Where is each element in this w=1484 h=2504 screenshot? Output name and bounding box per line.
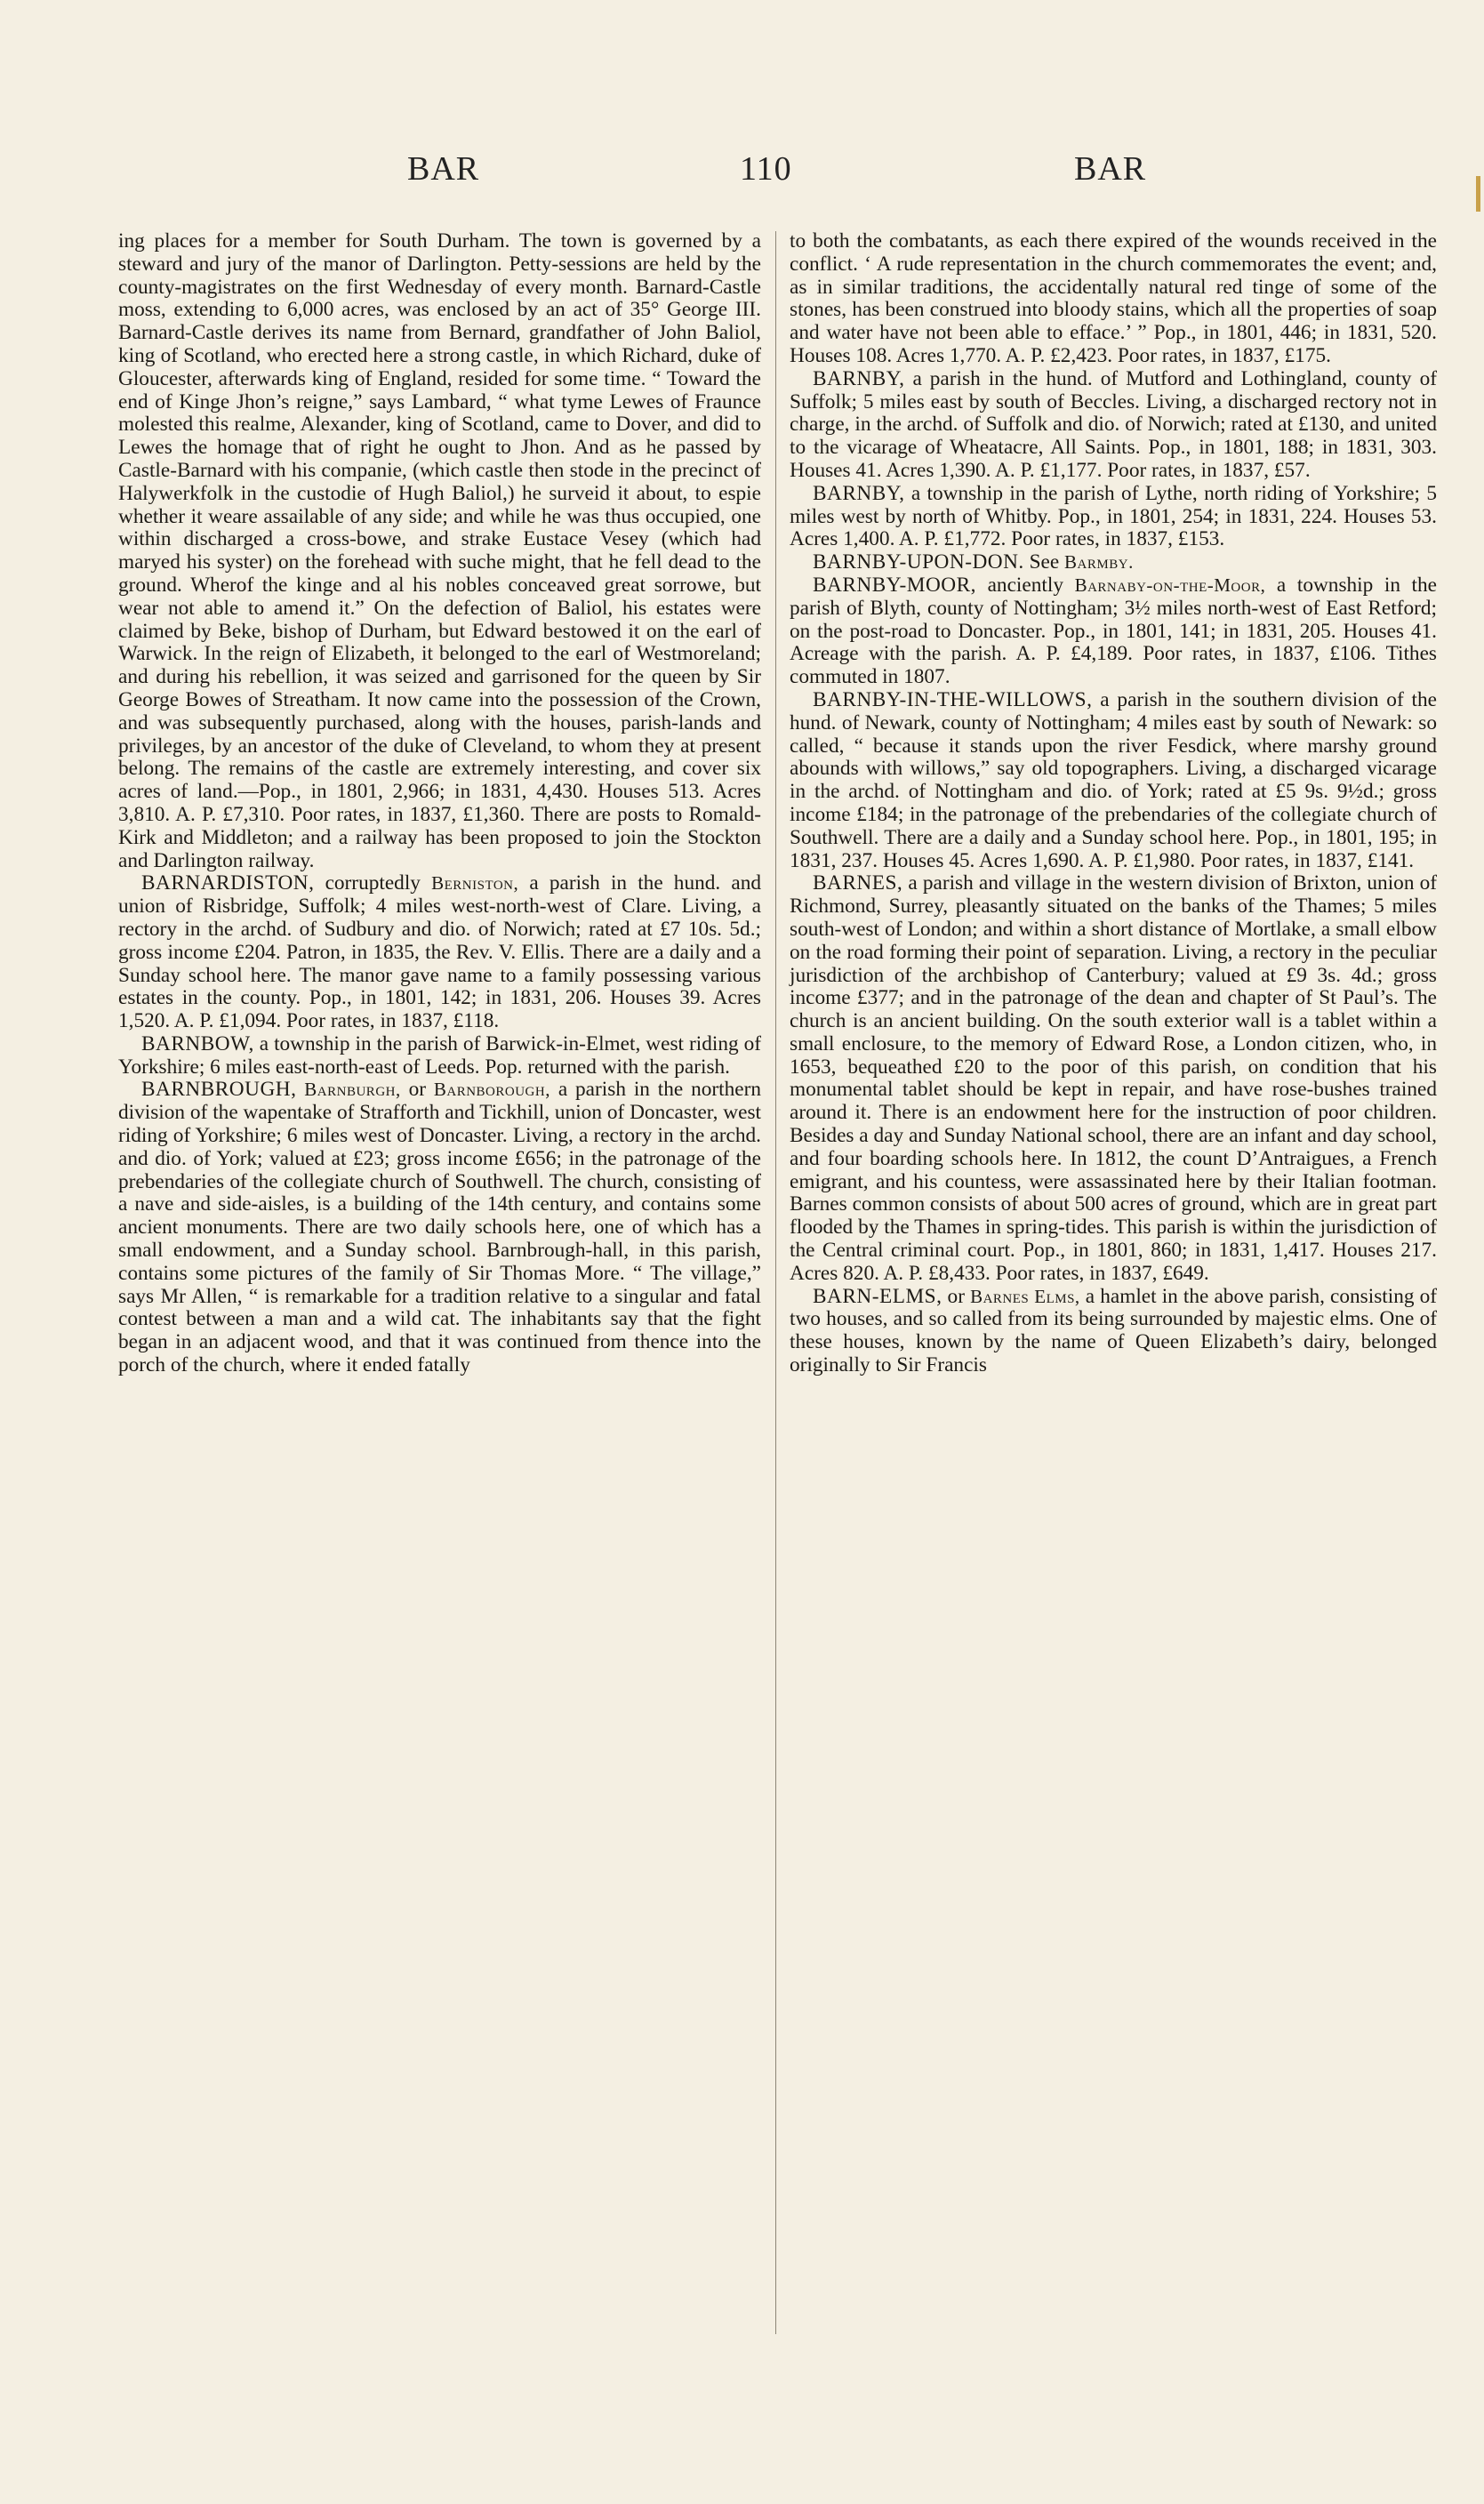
- page-edge-mark: [1476, 176, 1480, 212]
- variant-name: Barnborough,: [433, 1079, 550, 1101]
- entry-text: or: [947, 1284, 965, 1308]
- headword: BARNBY-IN-THE-WILLOWS,: [813, 687, 1093, 711]
- continued-paragraph: ing places for a member for South Durham. The town is governed by a steward and jury of the manor of Darlington. Petty-sessions are held by the county-magistrates on the first Wednesday of every month. Barnard-Castle moss, extending to 6,000 acres, was enclosed by an act of 35° George III. Barnard-Castle derives its name from Bernard, grandfather of John Baliol, king of Scotland, who erected here a strong castle, in which Richard, duke of Gloucester, afterwards king of England, resided for some time. “ Toward the end of Kinge Jhon’s reigne,” says Lambard, “ what tyme Lewes of Fraunce molested this realme, Alexander, king of Scotland, came to Dover, and did to Lewes the homage that of right he ought to Jhon. And as he passed by Castle-Barnard with his companie, (which castle then stode in the precinct of Halywerkfolk in the custodie of Hugh Baliol,) he surveid it about, to espie whether it weare assailable of any side; and while he was thus occupied, one within discharged a cross-bowe, and strake Eustace Vesey (which had maryed his syster) on the forehead with suche might, that he fell dead to the ground. Wherof the kinge and al his nobles conceaved great sorrowe, but wear not able to amend it.” On the defection of Baliol, his estates were claimed by Beke, bishop of Durham, but Edward bestowed it on the earl of Warwick. In the reign of Elizabeth, it belonged to the earl of Westmoreland; and during his rebellion, it was seized and garrisoned for the queen by Sir George Bowes of Streatham. It now came into the possession of the Crown, and was subsequently purchased, along with the houses, parish-lands and privileges, by an ancestor of the duke of Cleveland, to whom they at present belong. The remains of the castle are extremely interesting, and cover six acres of land.—Pop., in 1801, 2,966; in 1831, 4,430. Houses 513. Acres 3,810. A. P. £7,310. Poor rates, in 1837, £1,360. There are posts to Romald-Kirk and Middleton; and a railway has been proposed to join the Stockton and Darlington railway.: [118, 229, 761, 872]
- entry-barnby-yorkshire: [790, 483, 1437, 551]
- variant-name: Barnes Elms,: [970, 1285, 1080, 1307]
- entry-barnby-upon-don: [790, 551, 1437, 574]
- headword: BARNES,: [813, 871, 903, 895]
- entry-text: a parish in the hund. and union of Risbridge, Suffolk; 4 miles west-north-west of Clare. Living, a rectory in the archd. of Sudbury and dio. of Norwich; rated at £7 10s. 5d.; gross income £204. Patron, in 1835, the Rev. V. Ellis. There are a daily and a Sunday school here. The manor gave name to a family possessing various estates in the county. Pop., in 1801, 142; in 1831, 206. Houses 39. Acres 1,520. A. P. £1,094. Poor rates, in 1837, £118.: [118, 871, 761, 1033]
- right-column: [790, 230, 1437, 1377]
- entry-barnby-suffolk: [790, 368, 1437, 483]
- entry-text: a hamlet in the above parish, consisting of two houses, and so called from its being surrounded by majestic elms. One of these houses, known by the name of Queen Elizabeth’s dairy, belonged originally to Sir Francis: [790, 1284, 1437, 1377]
- headword: BARNBROUGH,: [141, 1078, 297, 1102]
- entry-text: See: [1029, 550, 1060, 574]
- entry-barnbow: [118, 1033, 761, 1079]
- running-header: [0, 149, 1484, 203]
- column-divider: [775, 231, 776, 2334]
- entry-text: corruptedly: [325, 871, 421, 895]
- headword: BARNBY-UPON-DON.: [813, 550, 1024, 574]
- headword: BARN-ELMS,: [813, 1284, 943, 1308]
- entry-text: a parish in the hund. of Mutford and Lothingland, county of Suffolk; 5 miles east by south of Beccles. Living, a discharged rectory not in charge, in the archd. of Suffolk and dio. of Norwich; rated at £130, and united to the vicarage of Wheatacre, All Saints. Pop., in 1801, 188; in 1831, 303. Houses 41. Acres 1,390. A. P. £1,177. Poor rates, in 1837, £57.: [790, 366, 1437, 482]
- entry-barnardiston: [118, 872, 761, 1033]
- entry-text: a parish in the northern division of the wapentake of Strafforth and Tickhill, union of Doncaster, west riding of Yorkshire; 6 miles west of Doncaster. Living, a rectory in the archd. and dio. of York; valued at £23; gross income £656; in the patronage of the prebendaries of the collegiate church of Southwell. The church, consisting of a nave and side-aisles, is a building of the 14th century, and contains some ancient monuments. There are two daily schools here, one of which has a small endowment, and a Sunday school. Barnbrough-hall, in this parish, contains some pictures of the family of Sir Thomas More. “ The village,” says Mr Allen, “ is remarkable for a tradition relative to a singular and fatal contest between a man and a wild cat. The inhabitants say that the fight began in an adjacent wood, and that it was continued from thence into the porch of the church, where it ended fatally: [118, 1078, 762, 1377]
- headword: BARNBY,: [813, 481, 905, 505]
- entry-barnbrough: [118, 1079, 761, 1376]
- entry-barnby-moor: [790, 574, 1437, 689]
- headword: BARNARDISTON,: [141, 871, 315, 895]
- entry-text: a township in the parish of Barwick-in-Elmet, west riding of Yorkshire; 6 miles east-north-east of Leeds. Pop. returned with the parish.: [118, 1031, 762, 1079]
- variant-name: Barnaby-on-the-Moor,: [1074, 574, 1266, 596]
- continued-paragraph: to both the combatants, as each there expired of the wounds received in the conflict. ‘ A rude representation in the church commemorates the event; and, as in similar traditions, the accidentally natural red tinge of some of the stones, has been construed into bloody stains, which all the properties of soap and water have not been able to efface.’ ” Pop., in 1801, 446; in 1831, 520. Houses 108. Acres 1,770. A. P. £2,423. Poor rates, in 1837, £175.: [790, 229, 1437, 367]
- variant-name: Berniston,: [431, 872, 519, 895]
- entry-text: a township in the parish of Lythe, north riding of Yorkshire; 5 miles west by north of Whitby. Pop., in 1801, 254; in 1831, 224. Houses 53. Acres 1,400. A. P. £1,772. Poor rates, in 1837, £153.: [790, 481, 1437, 551]
- left-column: [118, 230, 761, 1377]
- entry-barnes: [790, 872, 1437, 1285]
- entry-barnby-in-the-willows: [790, 689, 1437, 872]
- entry-text: or: [408, 1078, 427, 1102]
- cross-reference: Barmby.: [1064, 551, 1134, 574]
- headword: BARNBY-MOOR,: [813, 573, 976, 597]
- entry-text: anciently: [987, 573, 1063, 597]
- headword: BARNBOW,: [141, 1031, 254, 1055]
- header-left-word: BAR: [407, 150, 480, 188]
- entry-text: a parish in the southern division of the hund. of Newark, county of Nottingham; 4 miles east by south of Newark: so called, “ because it stands upon the river Fesdick, where marshy ground abounds with willows,” say old topographers. Living, a discharged vicarage in the archd. of Nottingham and dio. of York; rated at £5 9s. 9½d.; gross income £184; in the patronage of the prebendaries of the collegiate church of Southwell. There are a daily and a Sunday school here. Pop., in 1801, 195; in 1831, 237. Houses 45. Acres 1,690. A. P. £1,980. Poor rates, in 1837, £141.: [790, 687, 1437, 872]
- page-number: 110: [740, 150, 792, 188]
- entry-text: a township in the parish of Blyth, county of Nottingham; 3½ miles north-west of East Retford; on the post-road to Doncaster. Pop., in 1801, 141; in 1831, 205. Houses 41. Acreage with the parish. A. P. £4,189. Poor rates, in 1837, £106. Tithes commuted in 1807.: [790, 573, 1438, 689]
- entry-text: a parish and village in the western division of Brixton, union of Richmond, Surrey, pleasantly situated on the banks of the Thames; 5 miles south-west of London; and within a short distance of Mortlake, a small elbow on the road forming their point of separation. Living, a rectory in the peculiar jurisdiction of the archbishop of Canterbury; valued at £9 3s. 4d.; gross income £377; and in the patronage of the dean and chapter of St Paul’s. The church is an ancient building. On the south exterior wall is a tablet within a small enclosure, to the memory of Edward Rose, a London citizen, who, in 1653, bequeathed £20 to the poor of this parish, on condition that his monumental tablet should be kept in repair, and have rose-bushes trained around it. There is an endowment here for the instruction of poor children. Besides a day and Sunday National school, there are an infant and day school, and four boarding schools here. In 1812, the count D’Antraigues, a French emigrant, and his countess, were assassinated here by their Italian footman. Barnes common consists of about 500 acres of ground, which are in great part flooded by the Thames in spring-tides. This parish is within the jurisdiction of the Central criminal court. Pop., in 1801, 860; in 1831, 1,417. Houses 217. Acres 820. A. P. £8,433. Poor rates, in 1837, £649.: [790, 871, 1438, 1285]
- header-right-word: BAR: [1074, 150, 1147, 188]
- entry-barn-elms: [790, 1286, 1437, 1377]
- headword: BARNBY,: [813, 366, 905, 390]
- variant-name: Barnburgh,: [304, 1079, 401, 1101]
